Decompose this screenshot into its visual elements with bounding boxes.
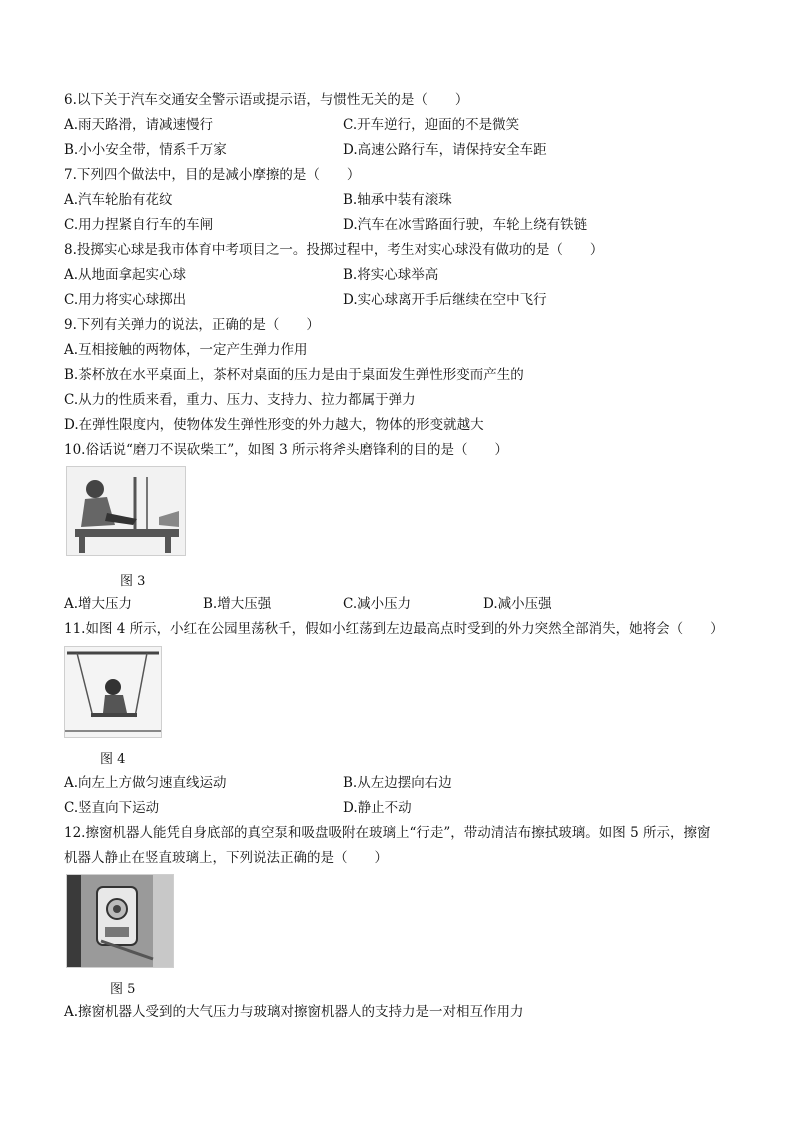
question-11-option-d: D.静止不动 xyxy=(343,800,412,816)
figure-5-caption: 图 5 xyxy=(110,982,136,997)
figure-3-grinding-axe-image xyxy=(66,466,186,556)
question-9-stem: 9.下列有关弹力的说法，正确的是（ ） xyxy=(64,317,320,333)
figure-3-caption: 图 3 xyxy=(120,574,146,589)
question-9-option-d: D.在弹性限度内，使物体发生弹性形变的外力越大，物体的形变就越大 xyxy=(64,417,484,433)
question-12-option-a: A.擦窗机器人受到的大气压力与玻璃对擦窗机器人的支持力是一对相互作用力 xyxy=(64,1004,524,1020)
question-11-option-b: B.从左边摆向右边 xyxy=(343,775,452,791)
question-8-option-c: C.用力将实心球掷出 xyxy=(64,292,187,308)
question-6-option-c: C.开车逆行，迎面的不是微笑 xyxy=(343,117,520,133)
figure-4-swing-image xyxy=(64,646,162,738)
question-12-stem: 12.擦窗机器人能凭自身底部的真空泵和吸盘吸附在玻璃上“行走”，带动清洁布擦拭玻璃。如图 5 所示，擦窗 xyxy=(64,825,711,841)
question-8-stem: 8.投掷实心球是我市体育中考项目之一。投掷过程中，考生对实心球没有做功的是（ ） xyxy=(64,242,604,258)
question-11-stem: 11.如图 4 所示，小红在公园里荡秋千，假如小红荡到左边最高点时受到的外力突然全部消失，她将会（ ） xyxy=(64,621,724,637)
question-12-stem-continued: 机器人静止在竖直玻璃上，下列说法正确的是（ ） xyxy=(64,850,388,866)
question-7-option-d: D.汽车在冰雪路面行驶，车轮上绕有铁链 xyxy=(343,217,588,233)
question-6-stem: 6.以下关于汽车交通安全警示语或提示语，与惯性无关的是（ ） xyxy=(64,92,469,108)
question-7-option-c: C.用力捏紧自行车的车闸 xyxy=(64,217,214,233)
question-10-option-b: B.增大压强 xyxy=(203,596,272,612)
question-9-option-b: B.茶杯放在水平桌面上，茶杯对桌面的压力是由于桌面发生弹性形变而产生的 xyxy=(64,367,524,383)
question-8-option-d: D.实心球离开手后继续在空中飞行 xyxy=(343,292,547,308)
question-9-option-c: C.从力的性质来看，重力、压力、支持力、拉力都属于弹力 xyxy=(64,392,416,408)
question-10-option-c: C.减小压力 xyxy=(343,596,412,612)
question-8-option-a: A.从地面拿起实心球 xyxy=(64,267,187,283)
figure-4-caption: 图 4 xyxy=(100,752,126,767)
question-6-option-d: D.高速公路行车，请保持安全车距 xyxy=(343,142,547,158)
question-7-option-b: B.轴承中装有滚珠 xyxy=(343,192,452,208)
question-10-option-a: A.增大压力 xyxy=(64,596,133,612)
question-10-stem: 10.俗话说“磨刀不误砍柴工”，如图 3 所示将斧头磨锋利的目的是（ ） xyxy=(64,442,508,458)
question-7-option-a: A.汽车轮胎有花纹 xyxy=(64,192,173,208)
question-11-option-a: A.向左上方做匀速直线运动 xyxy=(64,775,227,791)
question-9-option-a: A.互相接触的两物体，一定产生弹力作用 xyxy=(64,342,308,358)
question-7-stem: 7.下列四个做法中，目的是减小摩擦的是（ ） xyxy=(64,167,361,183)
question-10-option-d: D.减小压强 xyxy=(483,596,552,612)
question-6-option-a: A.雨天路滑，请减速慢行 xyxy=(64,117,214,133)
question-8-option-b: B.将实心球举高 xyxy=(343,267,439,283)
question-6-option-b: B.小小安全带，情系千万家 xyxy=(64,142,227,158)
figure-5-window-robot-image xyxy=(66,874,174,968)
question-11-option-c: C.竖直向下运动 xyxy=(64,800,160,816)
